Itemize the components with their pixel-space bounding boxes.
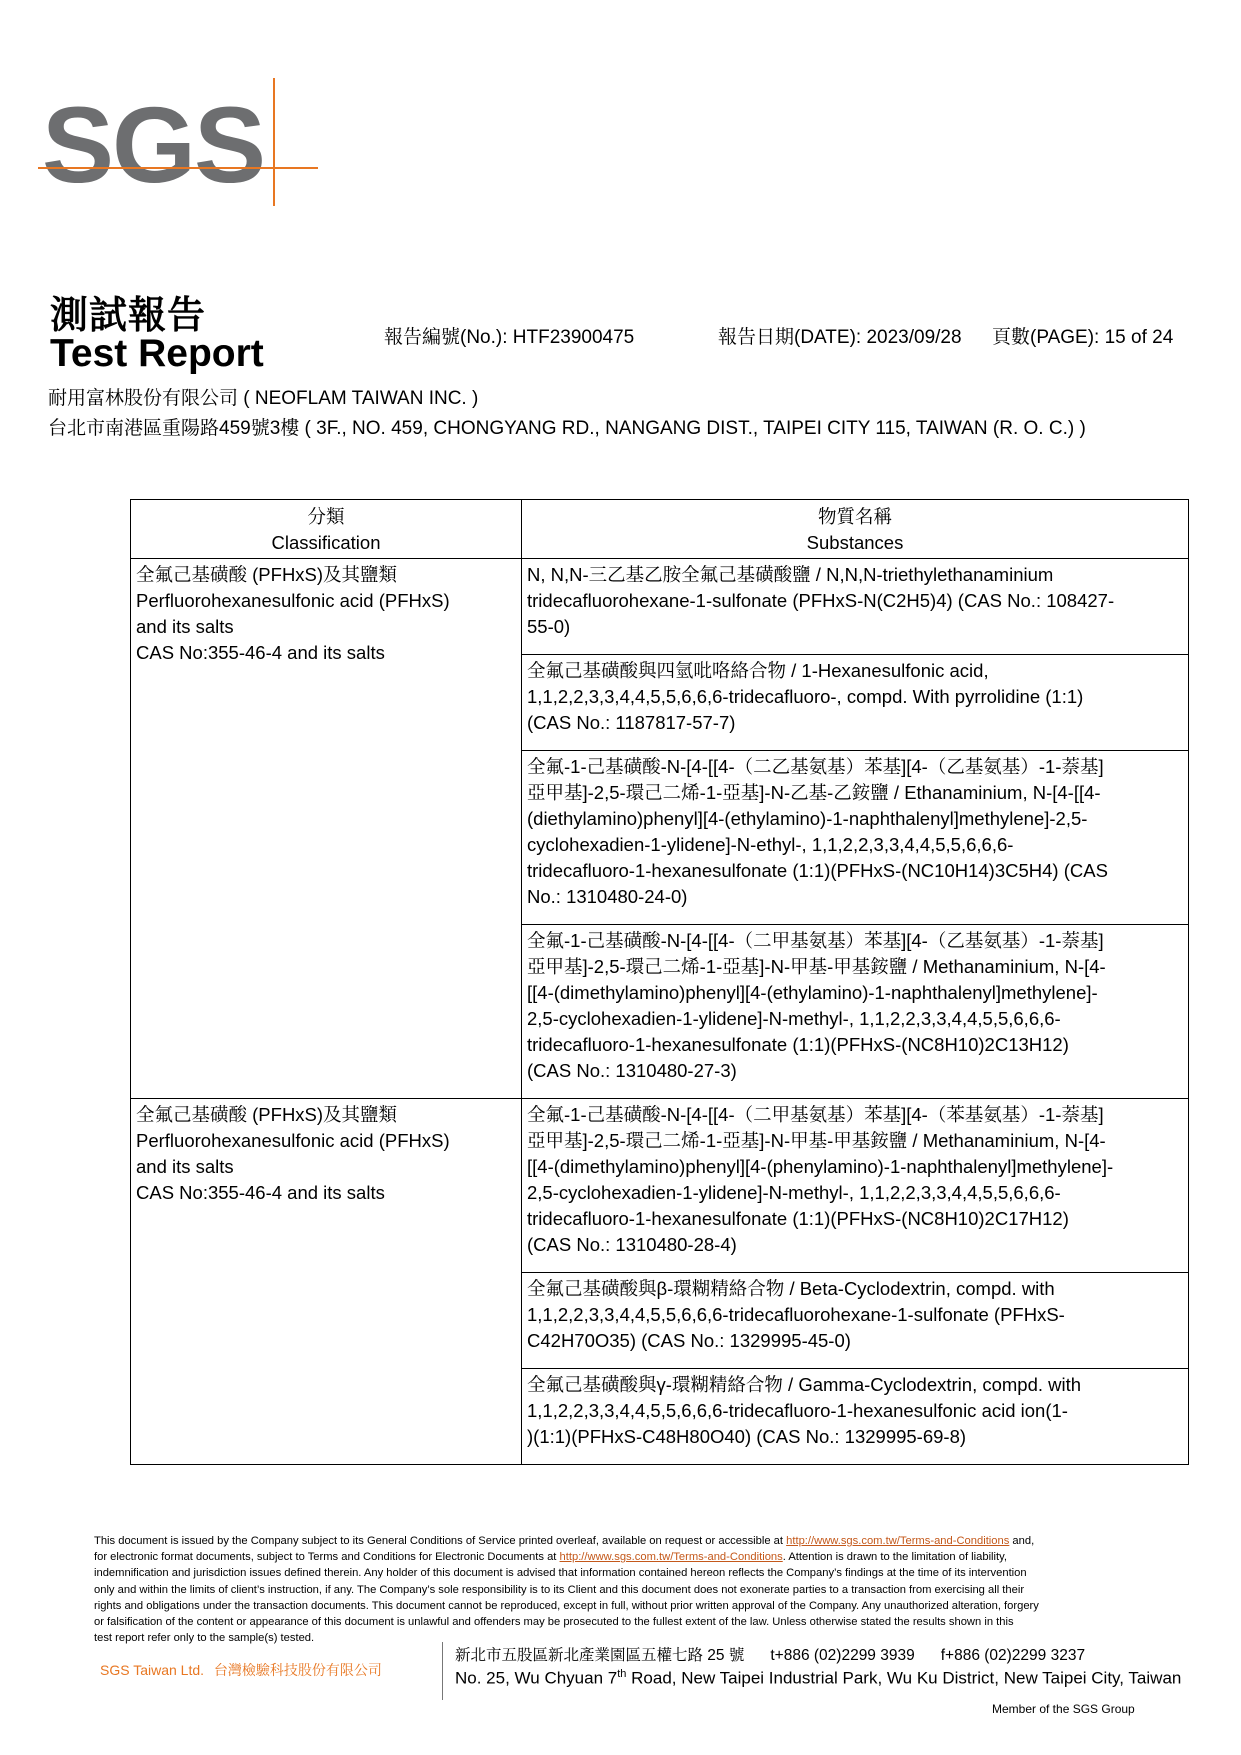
substance-cell xyxy=(522,1369,1189,1465)
substance-text: 全氟-1-己基磺酸-N-[4-[[4-（二甲基氨基）苯基][4-（苯基氨基）-1-萘基] 亞甲基]-2,5-環己二烯-1-亞基]-N-甲基-甲基銨鹽 / Methanaminium, N-[4- [[4-(dimethylamino)phenyl][4-(phenylamino)-1-naphthalenyl]methylene]- 2,5-cyclohexadien-1-ylidene]-N-methyl-, 1,1,2,2,3,3,4,4,5,5,6,6,6- tridecafluoro-1-hexanesulfonate (1:1)(PFHxS-(NC8H10)2C17H12) (CAS No.: 1310480-28-4) xyxy=(527,1104,1114,1255)
classification-cell xyxy=(131,559,522,1099)
sgs-logo-graphic xyxy=(38,78,318,206)
substance-text: 全氟己基磺酸與β-環糊精絡合物 / Beta-Cyclodextrin, compd. with 1,1,2,2,3,3,4,4,5,5,6,6,6-tridecafluorohexane-1-sulfonate (PFHxS- C42H70O35) (CAS No.: 1329995-45-0) xyxy=(527,1278,1065,1351)
table-row xyxy=(131,559,1189,655)
substance-text: N, N,N-三乙基乙胺全氟己基磺酸鹽 / N,N,N-triethylethanaminium tridecafluorohexane-1-sulfonate (PFHxS-N(C2H5)4) (CAS No.: 108427- 55-0) xyxy=(527,564,1115,637)
disclaimer-part-1: This document is issued by the Company subject to its General Conditions of Service printed overleaf, available on request or accessible at xyxy=(94,1535,787,1547)
substance-text: 全氟-1-己基磺酸-N-[4-[[4-（二乙基氨基）苯基][4-（乙基氨基）-1-萘基] 亞甲基]-2,5-環己二烯-1-亞基]-N-乙基-乙銨鹽 / Ethanaminium, N-[4-[[4- (diethylamino)phenyl][4-(ethylamino)-1-naphthalenyl]methylene]-2,5- cyclohexadien-1-ylidene]-N-ethyl-, 1,1,2,2,3,3,4,4,5,5,6,6,6- tridecafluoro-1-hexanesulfonate (1:1)(PFHxS-(NC10H14)3C5H4) (CAS No.: 1310480-24-0) xyxy=(527,756,1108,907)
address-en-sup: th xyxy=(617,1668,627,1680)
company-name-zh: 台灣檢驗科技股份有限公司 xyxy=(213,1662,382,1678)
sgs-logo-text: SGS xyxy=(42,84,265,205)
classification-en-2: and its salts xyxy=(136,616,234,637)
address-en-pre: No. 25, Wu Chyuan 7 xyxy=(455,1668,618,1688)
disclaimer-part-3: . Attention is drawn to the limitation of liability, indemnification and jurisdiction issues defined therein. Any holder of this document is advised that information contained hereon reflects the Company’s findings at the time of its intervention only and within the limits of client’s instruction, if any. The Company’s sole responsibility is to its Client and this document does not exonerate parties to a transaction from exercising all their rights and obligations under the transaction documents. This document cannot be reproduced, except in full, without prior written approval of the Company. Any unauthorized alteration, forgery or falsification of the content or appearance of this document is unlawful and offenders may be prosecuted to the fullest extent of the law. Unless otherwise stated the results shown in this test report refer only to the sample(s) tested. xyxy=(94,1551,1039,1645)
table-header-row xyxy=(131,500,1189,559)
substance-cell xyxy=(522,751,1189,925)
page-number: 頁數(PAGE): 15 of 24 xyxy=(992,327,1174,348)
footer-contact-line xyxy=(455,1643,1111,1665)
report-number: 報告編號(No.): HTF23900475 xyxy=(384,327,635,348)
classification-cas: CAS No:355-46-4 and its salts xyxy=(136,1182,385,1203)
terms-link-1[interactable]: http://www.sgs.com.tw/Terms-and-Conditions xyxy=(786,1535,1010,1547)
classification-cas: CAS No:355-46-4 and its salts xyxy=(136,642,385,663)
substance-text: 全氟己基磺酸與γ-環糊精絡合物 / Gamma-Cyclodextrin, compd. with 1,1,2,2,3,3,4,4,5,5,6,6,6-tridecafluoro-1-hexanesulfonic acid ion(1- )(1:1)(PFHxS-C48H80O40) (CAS No.: 1329995-69-8) xyxy=(527,1374,1082,1447)
table-row xyxy=(131,1099,1189,1273)
substance-cell xyxy=(522,1099,1189,1273)
substance-text: 全氟己基磺酸與四氫吡咯絡合物 / 1-Hexanesulfonic acid, 1,1,2,2,3,3,4,4,5,5,6,6,6-tridecafluoro-, compd. With pyrrolidine (1:1) (CAS No.: 1187817-57-7) xyxy=(527,660,1084,733)
substance-cell xyxy=(522,559,1189,655)
substance-cell xyxy=(522,655,1189,751)
classification-header xyxy=(131,500,522,559)
client-name: 耐用富林股份有限公司 ( NEOFLAM TAIWAN INC. ) xyxy=(48,388,479,409)
classification-header-zh: 分類 xyxy=(307,506,345,527)
address-en xyxy=(455,1668,1181,1689)
company-name-en: SGS Taiwan Ltd. xyxy=(100,1662,205,1678)
classification-en: Perfluorohexanesulfonic acid (PFHxS) xyxy=(136,590,450,611)
address-zh: 新北市五股區新北產業園區五權七路 25 號 xyxy=(455,1647,745,1664)
disclaimer-part-2: and, for electronic format documents, subject to Terms and Conditions for Electronic Documents at xyxy=(94,1535,1035,1564)
classification-zh: 全氟己基磺酸 (PFHxS)及其鹽類 xyxy=(136,564,398,585)
client-address: 台北市南港區重陽路459號3樓 ( 3F., NO. 459, CHONGYANG RD., NANGANG DIST., TAIPEI CITY 115, TAIWAN (R. O. C.) ) xyxy=(48,418,1086,439)
title-chinese: 測試報告 xyxy=(50,293,207,337)
substance-cell xyxy=(522,925,1189,1099)
terms-link-2[interactable]: http://www.sgs.com.tw/Terms-and-Conditions xyxy=(559,1551,783,1564)
sgs-logo xyxy=(38,78,318,206)
company-signature xyxy=(100,1660,382,1680)
classification-en-2: and its salts xyxy=(136,1156,234,1177)
substances-header xyxy=(522,500,1189,559)
classification-header-en: Classification xyxy=(271,532,381,553)
report-date: 報告日期(DATE): 2023/09/28 xyxy=(718,327,962,348)
classification-zh: 全氟己基磺酸 (PFHxS)及其鹽類 xyxy=(136,1104,398,1125)
footer-divider xyxy=(442,1642,443,1700)
address-en-post: Road, New Taipei Industrial Park, Wu Ku District, New Taipei City, Taiwan xyxy=(626,1668,1182,1688)
classification-cell xyxy=(131,1099,522,1465)
substances-header-zh: 物質名稱 xyxy=(817,506,892,527)
substances-header-en: Substances xyxy=(806,532,904,553)
member-of-sgs-group: Member of the SGS Group xyxy=(992,1702,1135,1716)
title-english: Test Report xyxy=(50,332,264,375)
classification-en: Perfluorohexanesulfonic acid (PFHxS) xyxy=(136,1130,450,1151)
substances-table xyxy=(130,499,1189,1465)
fax: f+886 (02)2299 3237 xyxy=(940,1647,1086,1664)
legal-disclaimer xyxy=(94,1533,1134,1646)
substance-cell xyxy=(522,1273,1189,1369)
telephone: t+886 (02)2299 3939 xyxy=(770,1647,915,1664)
substance-text: 全氟-1-己基磺酸-N-[4-[[4-（二甲基氨基）苯基][4-（乙基氨基）-1-萘基] 亞甲基]-2,5-環己二烯-1-亞基]-N-甲基-甲基銨鹽 / Methanaminium, N-[4- [[4-(dimethylamino)phenyl][4-(ethylamino)-1-naphthalenyl]methylene]- 2,5-cyclohexadien-1-ylidene]-N-methyl-, 1,1,2,2,3,3,4,4,5,5,6,6,6- tridecafluoro-1-hexanesulfonate (1:1)(PFHxS-(NC8H10)2C13H12) (CAS No.: 1310480-27-3) xyxy=(527,930,1106,1081)
